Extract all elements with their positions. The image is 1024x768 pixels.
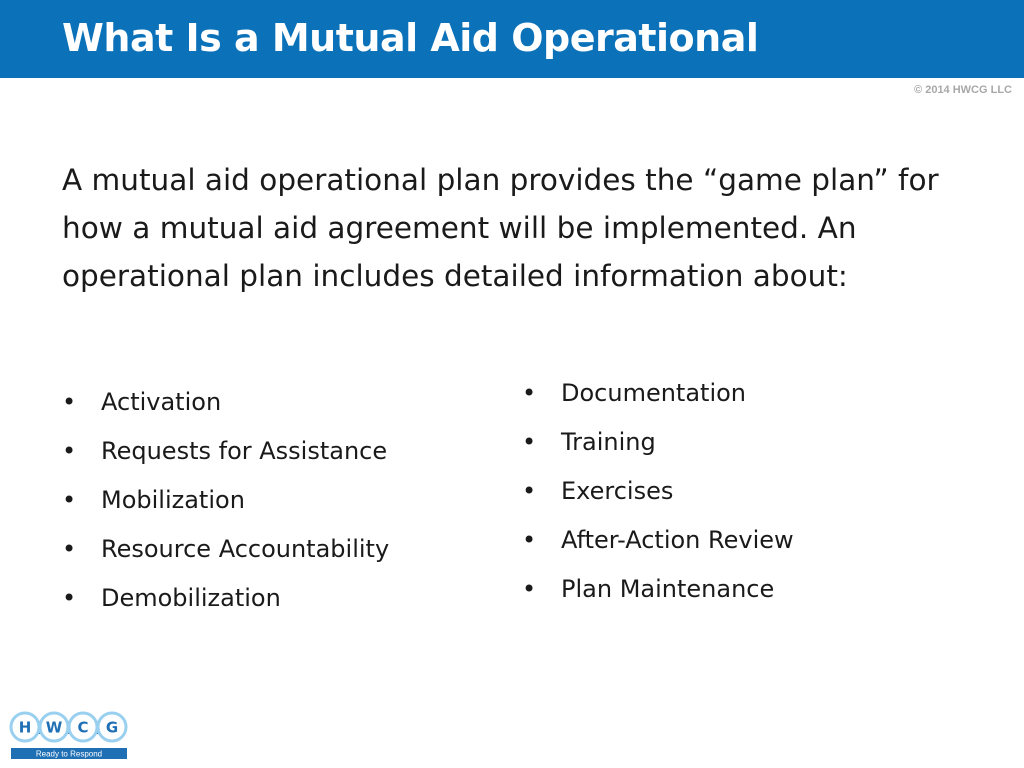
list-item xyxy=(62,427,389,476)
list-item-label: Plan Maintenance xyxy=(561,575,775,603)
bullet-marker: • xyxy=(522,428,537,456)
list-item-label: Mobilization xyxy=(101,486,245,514)
list-item xyxy=(522,369,794,418)
list-item-label: Requests for Assistance xyxy=(101,437,388,465)
bullet-marker: • xyxy=(62,535,77,563)
logo-tagline: Ready to Respond xyxy=(35,749,103,759)
logo-letter-c: C xyxy=(77,718,89,737)
hwcg-logo xyxy=(9,704,129,760)
list-item-label: After-Action Review xyxy=(561,526,794,554)
bullet-list-left xyxy=(62,378,389,623)
list-item xyxy=(522,467,794,516)
logo-letter-h: H xyxy=(18,718,32,737)
bullet-marker: • xyxy=(522,477,537,505)
list-item-label: Training xyxy=(561,428,656,456)
slide-title: What Is a Mutual Aid Operational xyxy=(62,16,759,60)
bullet-marker: • xyxy=(62,486,77,514)
logo-letter-w: W xyxy=(45,718,63,737)
title-bar xyxy=(0,0,1024,78)
list-item xyxy=(62,476,389,525)
list-item xyxy=(62,574,389,623)
intro-paragraph: A mutual aid operational plan provides the “game plan” for how a mutual aid agreement will be implemented. An operational plan includes detailed information about: xyxy=(62,163,939,293)
bullet-marker: • xyxy=(522,526,537,554)
list-item-label: Demobilization xyxy=(101,584,281,612)
list-item xyxy=(522,516,794,565)
list-item xyxy=(62,525,389,574)
list-item-label: Exercises xyxy=(561,477,674,505)
list-item xyxy=(522,418,794,467)
bullet-marker: • xyxy=(62,584,77,612)
copyright-notice: © 2014 HWCG LLC xyxy=(914,84,1012,96)
logo-letter-g: G xyxy=(105,718,119,737)
bullet-marker: • xyxy=(522,575,537,603)
bullet-marker: • xyxy=(62,388,77,416)
list-item xyxy=(62,378,389,427)
bullet-list-right xyxy=(522,369,794,614)
bullet-marker: • xyxy=(522,379,537,407)
list-item xyxy=(522,565,794,614)
list-item-label: Resource Accountability xyxy=(101,535,390,563)
list-item-label: Documentation xyxy=(561,379,747,407)
list-item-label: Activation xyxy=(101,388,222,416)
bullet-marker: • xyxy=(62,437,77,465)
